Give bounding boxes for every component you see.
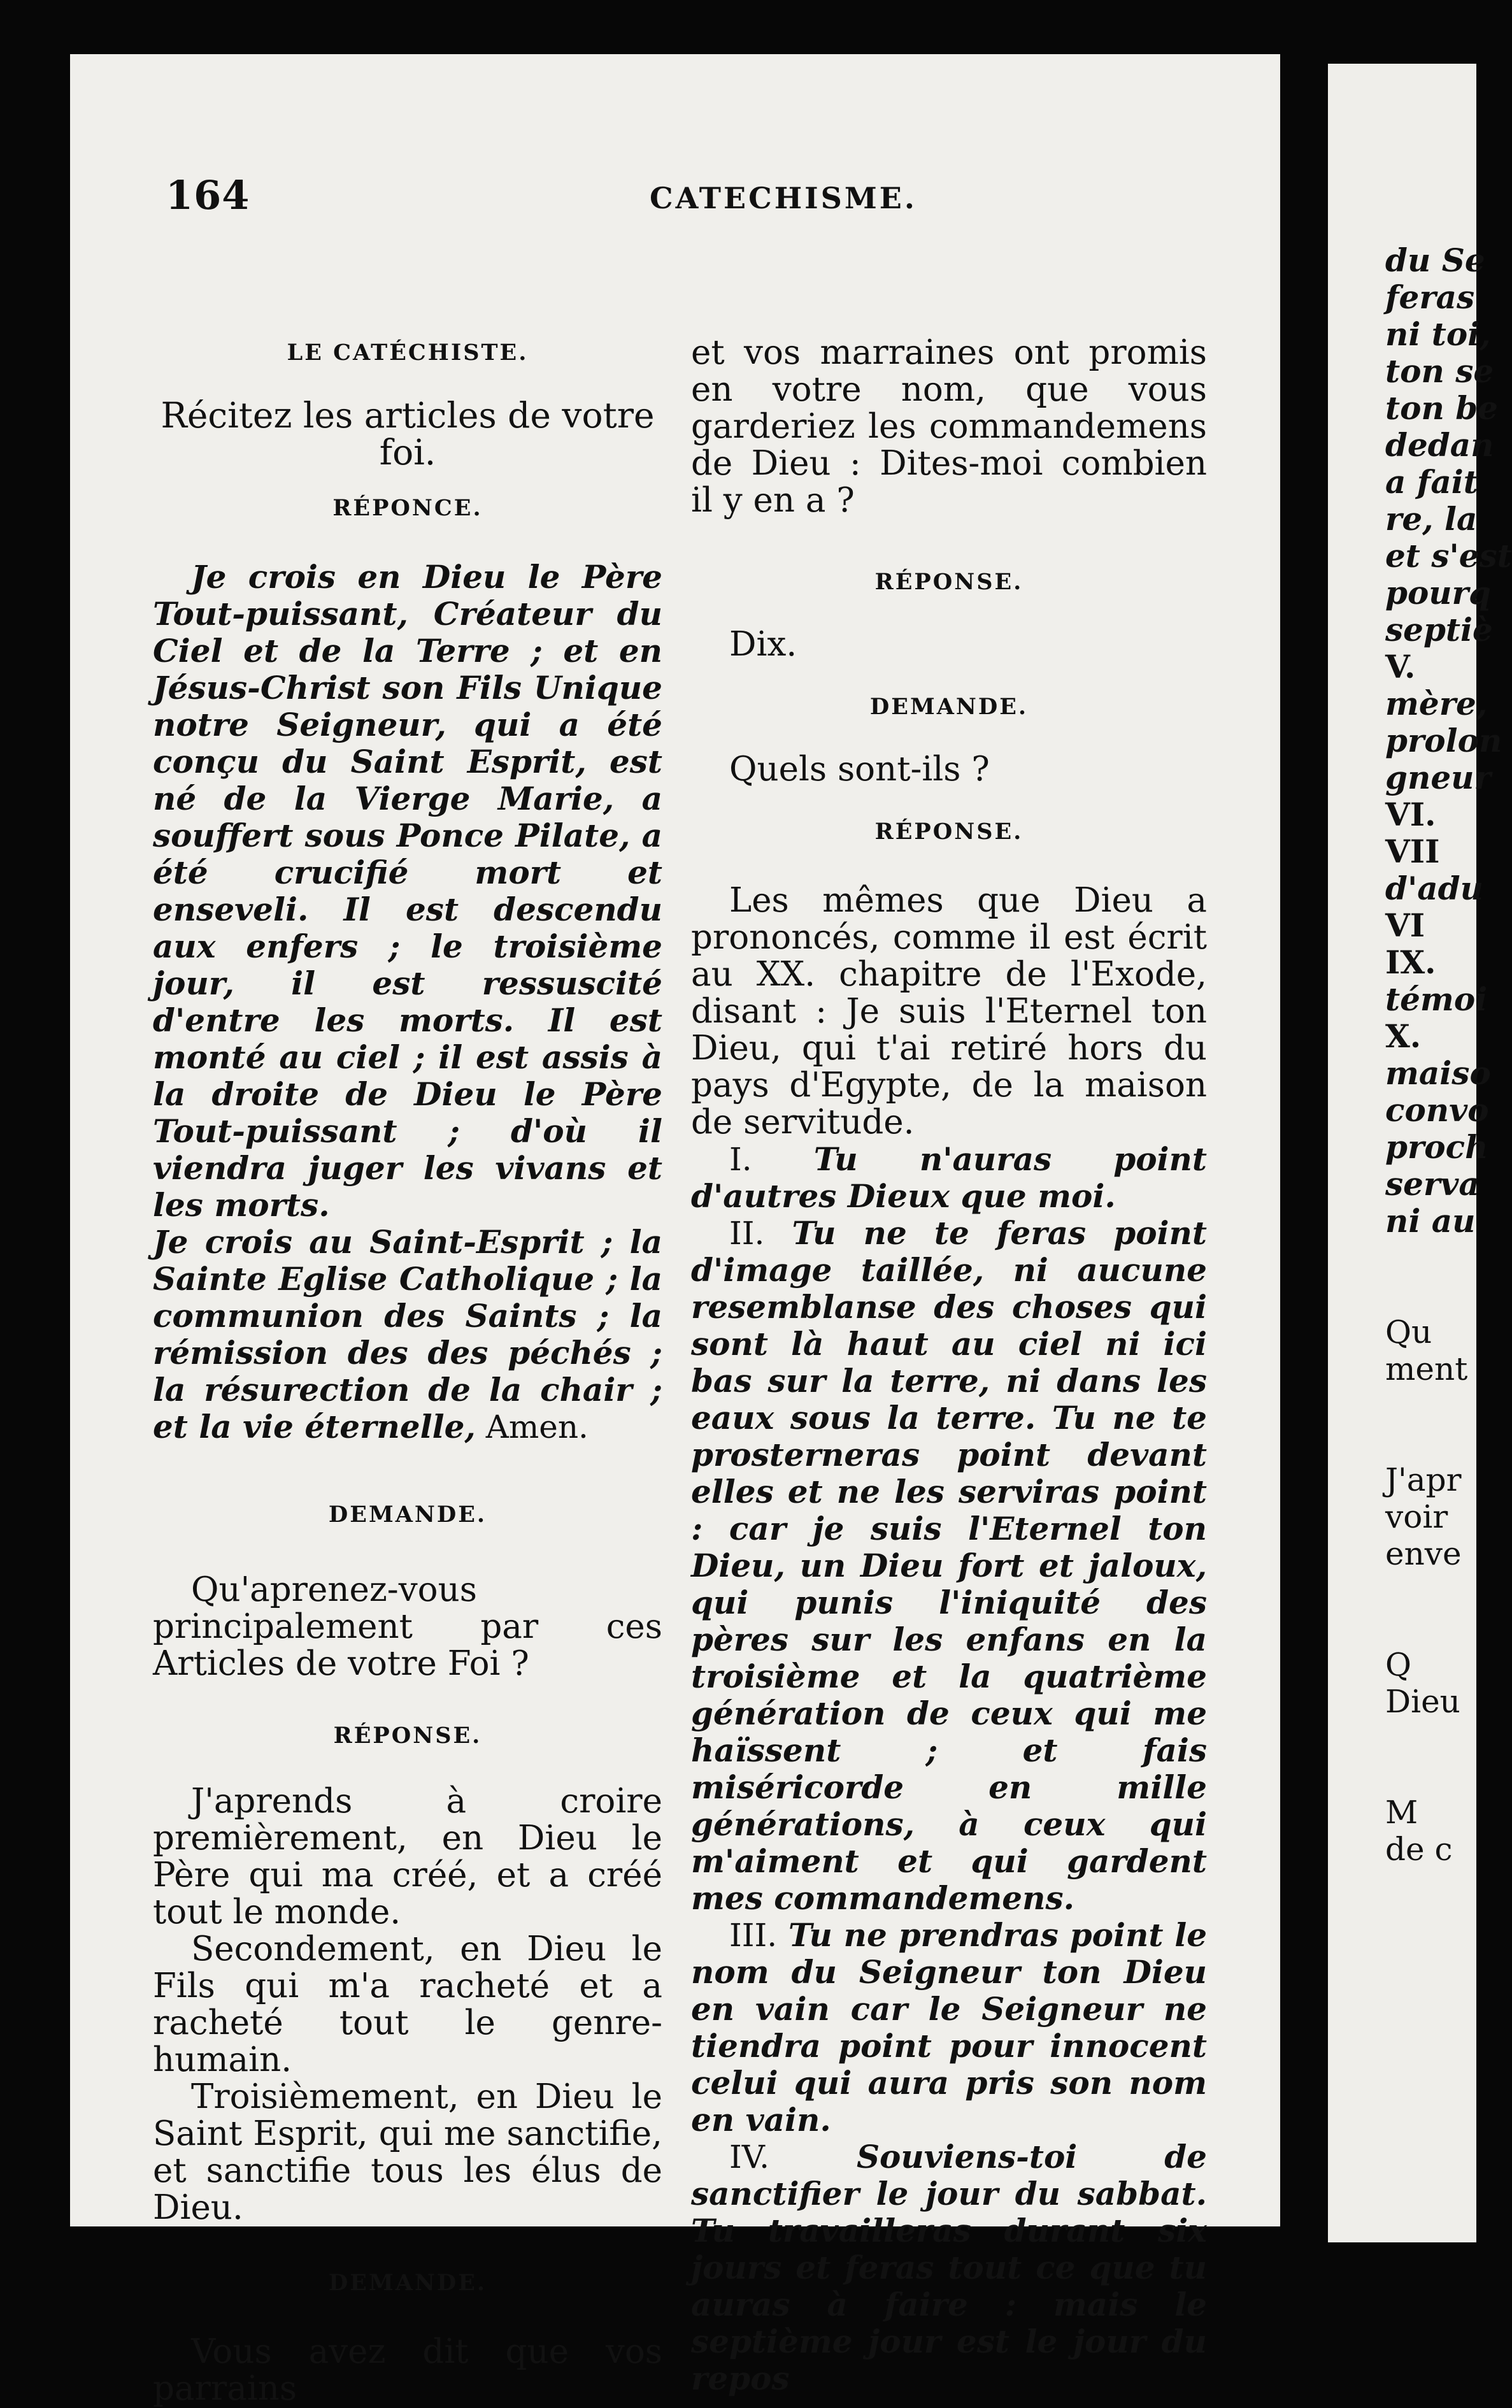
fragment-line: feras (1385, 278, 1475, 316)
creed-text: Je crois en Dieu le Père Tout-puissant, Créateur du Ciel et de la Terre ; et en Jésus-Christ son Fils Unique notre Seigneur, qui a été conçu du Saint Esprit, est né de la Vierge Marie, a souffert sous Ponce Pilate, a été crucifié mort et enseveli. Il est descendu aux enfers ; le troisième jour, il est ressuscité d'entre les morts. Il est monté au ciel ; il est assis à la droite de Dieu le Père Tout-puissant ; d'où il viendra juger les vivans et les morts. (153, 558, 662, 1224)
fragment-line: proch (1385, 1128, 1488, 1166)
fragment-line: mère, (1385, 685, 1488, 722)
fragment-line (1385, 1757, 1512, 1794)
fragment-line (1385, 1572, 1512, 1609)
label-demande-3: DEMANDE. (869, 694, 1029, 720)
fragment-line: V. (1385, 648, 1416, 685)
fragment-line: ton se (1385, 352, 1494, 390)
fragment-line: septiè (1385, 611, 1493, 649)
fragment-line: VI (1385, 907, 1425, 944)
question-quels: Quels sont-ils ? (729, 750, 990, 789)
commandment-3-number: III. (729, 1917, 778, 1954)
commandment-3 (691, 1917, 1207, 2139)
answer-intro: Les mêmes que Dieu a prononcés, comme il est écrit au XX. chapitre de l'Exode, disant : Je suis l'Eternel ton Dieu, qui t'ai retiré hors du pays d'Egypte, de la maison de servitude. (691, 881, 1207, 1142)
fragment-line (1385, 1720, 1512, 1757)
answer-troisiemement: Troisièmement, en Dieu le Saint Esprit, qui me sanctifie, et sanctifie tous les élus de Dieu. (153, 2077, 662, 2227)
label-reponse-3: RÉPONSE. (874, 819, 1023, 845)
fragment-line: maiso (1385, 1054, 1491, 1092)
fragment-line: convo (1385, 1091, 1489, 1129)
right-page-edge (1328, 64, 1512, 2242)
amen: Amen. (475, 1408, 588, 1445)
left-column (153, 271, 662, 2407)
fragment-line: ni au (1385, 1202, 1476, 1240)
fragment-line (1385, 1424, 1512, 1461)
right-page-fragments (1385, 242, 1512, 1868)
fragment-line: dedan (1385, 426, 1494, 464)
question-articles: Récitez les articles de votre foi. (160, 395, 655, 473)
fragment-line: gneur (1385, 759, 1491, 796)
commandment-2 (691, 1215, 1207, 1917)
fragment-line: ni toi, (1385, 315, 1491, 353)
fragment-line: VII (1385, 833, 1440, 870)
commandment-3-text: Tu ne prendras point le nom du Seigneur ton Dieu en vain car le Seigneur ne tiendra point pour innocent celui qui aura pris son nom en vain. (691, 1916, 1207, 2139)
fragment-line: d'adu (1385, 870, 1483, 907)
fragment-line: J'apr (1385, 1461, 1462, 1498)
right-column (691, 271, 1207, 2397)
fragment-line: prolon (1385, 722, 1502, 759)
fragment-line: ton be (1385, 389, 1498, 427)
answer-secondement: Secondement, en Dieu le Fils qui m'a racheté et a racheté tout le genre-humain. (153, 1930, 662, 2079)
question-parrains-start: Vous avez dit que vos parrains (153, 2332, 662, 2408)
fragment-line (1385, 1387, 1512, 1424)
commandment-1-text: Tu n'auras point d'autres Dieux que moi. (691, 1140, 1207, 1215)
creed-text-2-italic: Je crois au Saint-Esprit ; la Sainte Eglise Catholique ; la communion des Saints ; la rémission des des péchés ; la résurection de la chair ; et la vie éternelle, (153, 1223, 662, 1445)
commandment-4-number: IV. (729, 2139, 770, 2175)
fragment-line: Dieu (1385, 1683, 1460, 1720)
commandment-4-text: Souviens-toi de sanctifier le jour du sabbat. Tu travailleras durant six jours et feras tout ce que tu auras à faire : mais le septième jour est le jour du repos (691, 2138, 1207, 2397)
fragment-line: témoi (1385, 980, 1488, 1018)
answer-premierement: J'aprends à croire premièrement, en Dieu le Père qui ma créé, et a créé tout le monde. (153, 1782, 662, 1931)
label-demande-2: DEMANDE. (328, 2270, 487, 2296)
fragment-line: re, la (1385, 500, 1478, 538)
fragment-line: Qu (1385, 1314, 1432, 1351)
fragment-line: de c (1385, 1831, 1453, 1868)
label-reponse-2: RÉPONSE. (874, 569, 1023, 595)
label-reponse-1: RÉPONSE. (333, 1723, 482, 1749)
page-number: 164 (166, 172, 250, 219)
commandment-2-number: II. (729, 1215, 765, 1252)
page-header (166, 172, 1204, 236)
label-demande-1: DEMANDE. (328, 1501, 487, 1528)
fragment-line: X. (1385, 1017, 1422, 1055)
question-parrains-cont: et vos marraines ont promis en votre nom, que vous garderiez les commandemens de Dieu : Dites-moi combien il y en a ? (691, 333, 1207, 520)
left-page (70, 54, 1280, 2408)
commandment-2-text: Tu ne te feras point d'image taillée, ni aucune resemblanse des choses qui sont là haut au ciel ni ici bas sur la terre, ni dans les eaux sous la terre. Tu ne te prosterneras point devant elles et ne les serviras point : car je suis l'Eternel ton Dieu, un Dieu fort et jaloux, qui punis l'iniquité des pères sur les enfans en la troisième et la quatrième génération de ceux qui me haïssent ; et fais miséricorde en mille générations, à ceux qui m'aiment et qui gardent mes commandemens. (691, 1214, 1207, 1917)
fragment-line: du Se (1385, 241, 1485, 279)
fragment-line: IX. (1385, 943, 1436, 981)
fragment-line: VI. (1385, 796, 1436, 833)
fragment-line: Q (1385, 1646, 1411, 1683)
fragment-line: et s'est (1385, 537, 1512, 575)
fragment-line: M (1385, 1794, 1418, 1831)
creed-text-2 (153, 1224, 662, 1445)
fragment-line: voir (1385, 1498, 1448, 1535)
fragment-line: ment (1385, 1351, 1468, 1387)
fragment-line (1385, 1609, 1512, 1646)
label-reponce: RÉPONCE. (332, 495, 483, 521)
answer-dix: Dix. (729, 625, 797, 664)
commandment-1 (691, 1141, 1207, 1215)
label-catechiste: LE CATÉCHISTE. (287, 340, 529, 366)
commandment-4 (691, 2139, 1207, 2397)
question-aprenez: Qu'aprenez-vous principalement par ces Articles de votre Foi ? (153, 1570, 662, 1683)
fragment-line: a fait (1385, 463, 1478, 501)
fragment-line: pourq (1385, 574, 1491, 612)
fragment-line: enve (1385, 1535, 1462, 1572)
fragment-line (1385, 1277, 1512, 1314)
commandment-1-number: I. (729, 1141, 752, 1178)
fragment-line (1385, 1240, 1512, 1277)
fragment-line: serva (1385, 1165, 1480, 1203)
running-title: CATECHISME. (650, 181, 917, 215)
